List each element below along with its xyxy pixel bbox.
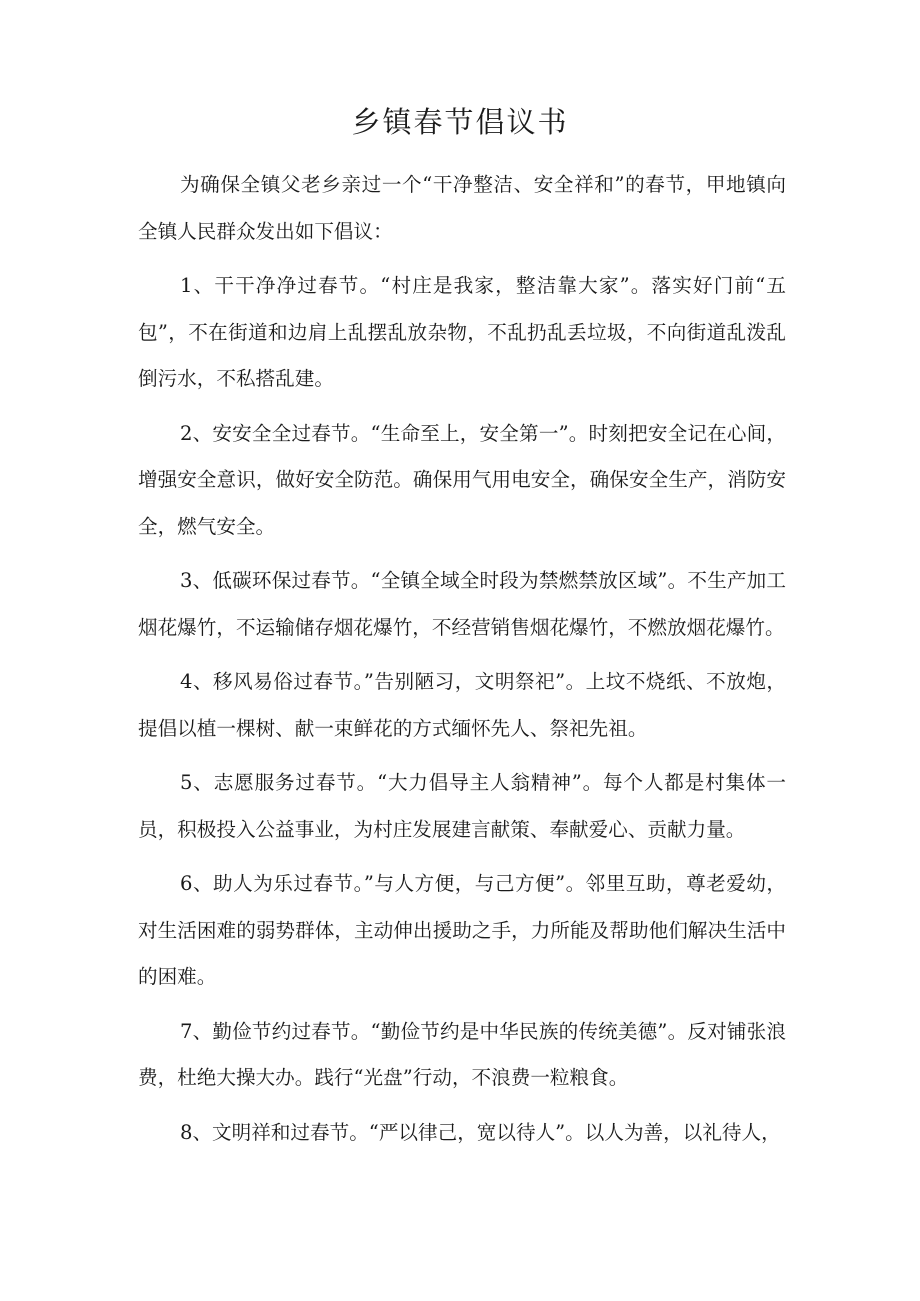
document-body	[138, 162, 786, 1164]
proposal-paragraph-2: 2、安安全全过春节。“生命至上，安全第一”。时刻把安全记在心间，增强安全意识，做好安全防范。确保用气用电安全，确保安全生产，消防安全，燃气安全。	[138, 421, 786, 538]
proposal-paragraph-4: 4、移风易俗过春节。”告别陋习，文明祭祀”。上坟不烧纸、不放炮，提倡以植一棵树、献一束鲜花的方式缅怀先人、祭祀先祖。	[138, 670, 786, 740]
intro-paragraph: 为确保全镇父老乡亲过一个“干净整洁、安全祥和”的春节，甲地镇向全镇人民群众发出如下倡议：	[138, 173, 786, 243]
proposal-paragraph-6: 6、助人为乐过春节。”与人方便，与己方便”。邻里互助，尊老爱幼，对生活困难的弱势群体，主动伸出援助之手，力所能及帮助他们解决生活中的困难。	[138, 872, 786, 988]
proposal-paragraph-5: 5、志愿服务过春节。“大力倡导主人翁精神”。每个人都是村集体一员，积极投入公益事业，为村庄发展建言献策、奉献爱心、贡献力量。	[138, 771, 786, 841]
proposal-paragraph-1: 1、干干净净过春节。“村庄是我家，整洁靠大家”。落实好门前“五包”，不在街道和边肩上乱摆乱放杂物，不乱扔乱丢垃圾，不向街道乱泼乱倒污水，不私搭乱建。	[138, 274, 786, 390]
document-title: 乡镇春节倡议书	[351, 105, 569, 139]
proposal-paragraph-8: 8、文明祥和过春节。“严以律己，宽以待人”。以人为善，以礼待人，	[180, 1120, 781, 1144]
proposal-paragraph-7: 7、勤俭节约过春节。“勤俭节约是中华民族的传统美德”。反对铺张浪费，杜绝大操大办。践行“光盘”行动，不浪费一粒粮食。	[138, 1019, 786, 1089]
proposal-paragraph-3: 3、低碳环保过春节。“全镇全域全时段为禁燃禁放区域”。不生产加工烟花爆竹，不运输储存烟花爆竹，不经营销售烟花爆竹，不燃放烟花爆竹。	[138, 569, 786, 639]
